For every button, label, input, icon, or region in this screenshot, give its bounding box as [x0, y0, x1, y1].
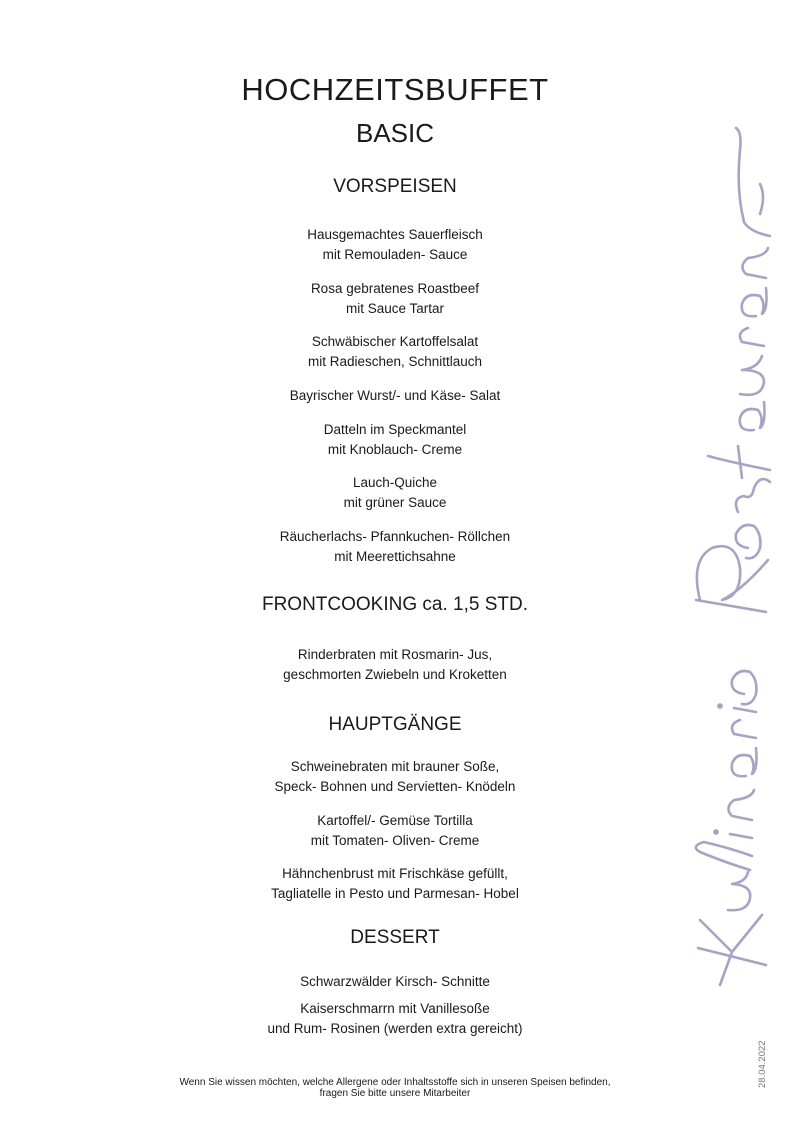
dish-item: Datteln im Speckmantel mit Knoblauch- Creme — [323, 422, 467, 457]
allergen-note: Wenn Sie wissen möchten, welche Allergene oder Inhaltsstoffe sich in unseren Speisen befinden, fragen Sie bitte unsere Mitarbeiter — [179, 1077, 611, 1099]
dish-item: Bayrischer Wurst/- und Käse- Salat — [289, 388, 501, 403]
dish-item: Rinderbraten mit Rosmarin- Jus, geschmorten Zwiebeln und Kroketten — [283, 647, 507, 682]
dish-item: Schweinebraten mit brauner Soße, Speck- Bohnen und Servietten- Knödeln — [274, 759, 516, 794]
section-heading-dessert: DESSERT — [350, 927, 440, 948]
dish-item: Schwäbischer Kartoffelsalat mit Radieschen, Schnittlauch — [307, 334, 483, 369]
dish-item: Räucherlachs- Pfannkuchen- Röllchen mit Meerettichsahne — [279, 529, 511, 564]
dish-item: Rosa gebratenes Roastbeef mit Sauce Tartar — [310, 281, 480, 316]
section-heading-frontcooking: FRONTCOOKING ca. 1,5 STD. — [261, 594, 529, 615]
page-title: HOCHZEITSBUFFET — [241, 72, 549, 107]
page-subtitle: BASIC — [355, 118, 435, 148]
dish-item: Kartoffel/- Gemüse Tortilla mit Tomaten- Oliven- Creme — [310, 813, 480, 848]
dish-item: Hausgemachtes Sauerfleisch mit Remouladen- Sauce — [307, 227, 483, 262]
dish-item: Hähnchenbrust mit Frischkäse gefüllt, Tagliatelle in Pesto und Parmesan- Hobel — [271, 866, 519, 901]
date-stamp: 28.04.2022 — [757, 1040, 768, 1088]
dish-item: Schwarzwälder Kirsch- Schnitte — [300, 974, 490, 989]
section-heading-hauptgaenge: HAUPTGÄNGE — [328, 714, 462, 735]
section-heading-vorspeisen: VORSPEISEN — [333, 176, 457, 197]
dish-item: Lauch-Quiche mit grüner Sauce — [343, 475, 447, 510]
dish-item: Kaiserschmarrn mit Vanillesoße und Rum- Rosinen (werden extra gereicht) — [267, 1001, 523, 1036]
